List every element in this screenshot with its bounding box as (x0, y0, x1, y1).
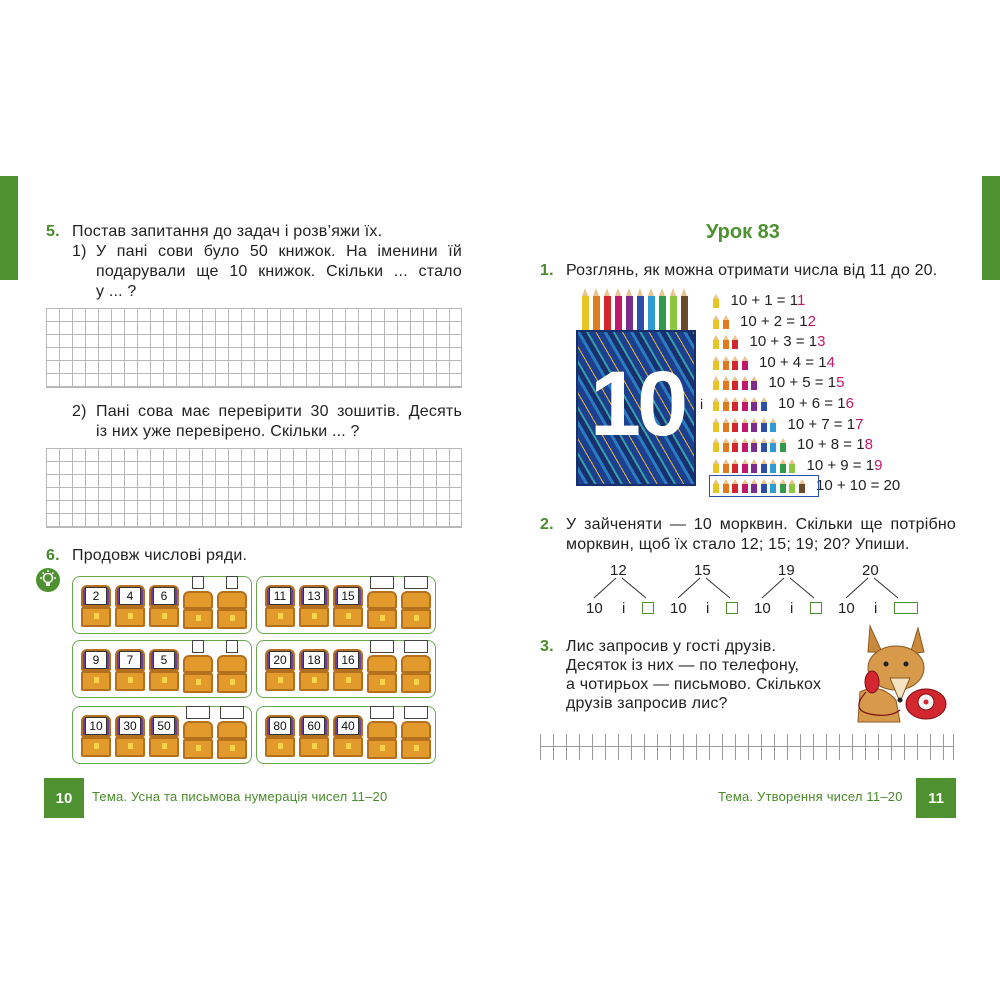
tree-left-number: 10 (586, 600, 603, 617)
open-chest (149, 585, 179, 629)
answer-box[interactable] (226, 576, 238, 589)
series-number-card: 15 (337, 587, 359, 605)
pencil-icon (659, 288, 666, 332)
task3-line1: Лис запросив у гості друзів. (566, 638, 777, 655)
pencil-icon (681, 288, 688, 332)
series-number-card: 30 (119, 717, 141, 735)
small-pencil-icon (780, 438, 786, 452)
task6-title: Продовж числові ряди. (72, 547, 248, 564)
task5-part2-line2: із них уже перевірено. Скільки ... ? (96, 423, 360, 440)
small-pencil-icon (751, 418, 757, 432)
equation (731, 292, 806, 309)
tree-top-number: 20 (862, 562, 879, 579)
tree-top-number: 19 (778, 562, 795, 579)
open-chest (299, 649, 329, 693)
task3-line2: Десяток із них — по телефону, (566, 657, 800, 674)
series-number-card: 16 (337, 651, 359, 669)
equation-result-digit: 9 (874, 456, 883, 474)
small-pencil-icon (761, 397, 767, 411)
equation-expression: 10 + 5 = 1 (768, 374, 837, 392)
series-number-card: 5 (153, 651, 175, 669)
task1-title: Розглянь, як можна отримати числа від 11 до 20. (566, 262, 938, 279)
small-pencil-icon (713, 438, 719, 452)
equation (740, 313, 816, 330)
task2-line2: морквин, щоб їх стало 12; 15; 19; 20? Упиши. (566, 536, 910, 553)
small-pencil-icon (723, 335, 729, 349)
answer-box[interactable] (404, 640, 428, 653)
pencil-box (576, 288, 696, 488)
small-pencil-icon (751, 459, 757, 473)
small-pencil-icon (732, 376, 738, 390)
small-pencil-icon (751, 376, 757, 390)
tree-connector: і (622, 600, 626, 617)
series-number-card: 50 (153, 717, 175, 735)
small-pencil-icon (761, 459, 767, 473)
equation (816, 477, 900, 494)
left-edge-tab (0, 176, 18, 280)
closed-chest (401, 649, 431, 693)
answer-box[interactable] (726, 602, 738, 614)
answer-box[interactable] (226, 640, 238, 653)
equation (807, 457, 883, 474)
series-number-card: 4 (119, 587, 141, 605)
open-chest (115, 715, 145, 759)
series-number-card: 60 (303, 717, 325, 735)
small-pencil-icon (742, 376, 748, 390)
pencil-icon (604, 288, 611, 332)
small-pencil-icon (723, 397, 729, 411)
small-pencil-icon (713, 376, 719, 390)
tree-left-number: 10 (838, 600, 855, 617)
small-pencil-icon (732, 356, 738, 370)
small-pencil-icon (751, 397, 757, 411)
small-pencil-icon (751, 438, 757, 452)
small-pencil-icon (723, 315, 729, 329)
small-pencil-icon (723, 438, 729, 452)
open-chest (333, 585, 363, 629)
small-pencil-icon (713, 335, 719, 349)
small-pencil-icon (732, 418, 738, 432)
number-series-row (256, 576, 436, 634)
open-chest (149, 649, 179, 693)
closed-chest (367, 649, 397, 693)
task5-part1-number: 1) (72, 243, 87, 260)
small-pencil-icon (770, 459, 776, 473)
number-series-row (72, 640, 252, 698)
number-series-row (256, 706, 436, 764)
number-series-row (72, 706, 252, 764)
tree-top-number: 15 (694, 562, 711, 579)
closed-chest (367, 585, 397, 629)
open-chest (265, 715, 295, 759)
equation-expression: 10 + 8 = 1 (797, 436, 865, 454)
right-page-number: 11 (916, 778, 956, 818)
small-pencil-icon (713, 356, 719, 370)
open-chest (115, 649, 145, 693)
fox-with-telephone-illustration (840, 622, 960, 726)
small-pencil-icon (742, 438, 748, 452)
pencil-box-body (576, 330, 696, 486)
lightbulb-icon (36, 568, 60, 592)
task5-part2-number: 2) (72, 403, 87, 420)
lesson-title: Урок 83 (706, 221, 780, 243)
equation-result-digit: 3 (817, 333, 826, 351)
pencil-icon (648, 288, 655, 332)
left-page-number: 10 (44, 778, 84, 818)
answer-box[interactable] (186, 706, 210, 719)
equation-result-digit: 7 (855, 415, 864, 433)
small-pencil-icon (713, 397, 719, 411)
open-chest (333, 715, 363, 759)
small-pencil-icon (761, 418, 767, 432)
answer-box[interactable] (404, 706, 428, 719)
task5-part2-line1: Пані сова має перевірити 30 зошитів. Десять (96, 403, 462, 420)
number-series-row (72, 576, 252, 634)
open-chest (81, 715, 111, 759)
closed-chest (183, 585, 213, 629)
pencil-icon (637, 288, 644, 332)
small-pencil-icon (742, 418, 748, 432)
open-chest (299, 715, 329, 759)
right-edge-tab (982, 176, 1000, 280)
series-number-card: 80 (269, 717, 291, 735)
answer-box[interactable] (894, 602, 918, 614)
pencil-icon (626, 288, 633, 332)
tree-branches (834, 576, 914, 600)
tree-connector: і (874, 600, 878, 617)
right-footer-topic: Тема. Утворення чисел 11–20 (718, 789, 903, 804)
open-chest (115, 585, 145, 629)
equation-result-digit: 4 (826, 353, 835, 371)
small-pencil-icon (732, 438, 738, 452)
series-number-card: 7 (119, 651, 141, 669)
equation-result-digit: 6 (845, 395, 854, 412)
series-number-card: 6 (153, 587, 175, 605)
equation-expression: 10 + 4 = 1 (759, 353, 827, 371)
highlight-frame (709, 475, 819, 497)
equation (778, 395, 854, 412)
small-pencil-icon (713, 315, 719, 329)
series-number-card: 18 (303, 651, 325, 669)
task2-line1: У зайченяти — 10 морквин. Скільки ще потрібно (566, 516, 956, 533)
answer-box[interactable] (220, 706, 244, 719)
task2-number: 2. (540, 516, 554, 533)
open-chest (333, 649, 363, 693)
small-pencil-icon (723, 356, 729, 370)
closed-chest (217, 585, 247, 629)
equation-expression: 10 + 10 = 20 (816, 477, 901, 495)
closed-chest (367, 715, 397, 759)
small-pencil-icon (770, 438, 776, 452)
closed-chest (401, 585, 431, 629)
answer-box[interactable] (192, 640, 204, 653)
answer-grid-3[interactable] (540, 734, 954, 760)
closed-chest (217, 649, 247, 693)
task5-part1-line2: подарували ще 10 книжок. Скільки ... стало (96, 263, 462, 280)
open-chest (81, 649, 111, 693)
series-number-card: 13 (303, 587, 325, 605)
task3-line4: друзів запросив лис? (566, 695, 728, 712)
small-pencil-icon (742, 356, 748, 370)
equation-result-digit: 2 (807, 312, 816, 330)
equation-expression: 10 + 6 = 1 (778, 395, 846, 412)
tree-connector: і (706, 600, 710, 617)
small-pencil-icon (732, 335, 738, 349)
tree-branches (666, 576, 746, 600)
small-pencil-icon (742, 397, 748, 411)
equation-expression: 10 + 9 = 1 (806, 456, 875, 474)
tree-branches (582, 576, 662, 600)
small-pencil-icon (723, 459, 729, 473)
tree-top-number: 12 (610, 562, 627, 579)
pencil-icon (670, 288, 677, 332)
small-pencil-icon (723, 418, 729, 432)
pencil-box-number: 10 (589, 353, 685, 455)
closed-chest (401, 715, 431, 759)
pencil-icon (593, 288, 600, 332)
small-pencil-icon (732, 459, 738, 473)
equation-expression: 10 + 7 = 1 (787, 415, 856, 433)
series-number-card: 10 (85, 717, 107, 735)
task5-part1-line1: У пані сови було 50 книжок. На іменини їй (96, 243, 462, 260)
closed-chest (183, 649, 213, 693)
series-number-card: 9 (85, 651, 107, 669)
answer-box[interactable] (370, 640, 394, 653)
task5-part1-line3: у ... ? (96, 283, 137, 300)
task5-number: 5. (46, 223, 60, 240)
small-pencil-icon (713, 459, 719, 473)
equation-result-digit: 1 (796, 292, 806, 309)
closed-chest (217, 715, 247, 759)
answer-box[interactable] (192, 576, 204, 589)
tree-left-number: 10 (754, 600, 771, 617)
small-pencil-icon (732, 397, 738, 411)
answer-box[interactable] (404, 576, 428, 589)
small-pencil-icon (723, 376, 729, 390)
open-chest (265, 585, 295, 629)
series-number-card: 11 (269, 587, 291, 605)
left-footer-topic: Тема. Усна та письмова нумерація чисел 11–20 (92, 789, 388, 804)
closed-chest (183, 715, 213, 759)
equation (797, 436, 873, 453)
open-chest (81, 585, 111, 629)
answer-box[interactable] (642, 602, 654, 614)
equation (769, 374, 845, 391)
tree-left-number: 10 (670, 600, 687, 617)
tree-branches (750, 576, 830, 600)
pencil-icon (615, 288, 622, 332)
equation-expression: 10 + 3 = 1 (749, 333, 818, 351)
answer-box[interactable] (370, 576, 394, 589)
answer-box[interactable] (370, 706, 394, 719)
task5-title: Постав запитання до задач і розв’яжи їх. (72, 223, 383, 240)
connector-and: і (700, 396, 704, 412)
small-pencil-icon (713, 294, 719, 308)
equation (759, 354, 835, 371)
small-pencil-icon (761, 438, 767, 452)
series-number-card: 40 (337, 717, 359, 735)
equation (788, 416, 864, 433)
equation-expression: 10 + 2 = 1 (740, 312, 808, 330)
series-number-card: 20 (269, 651, 291, 669)
equation-result-digit: 5 (836, 374, 845, 392)
open-chest (299, 585, 329, 629)
small-pencil-icon (780, 459, 786, 473)
equation-expression: 10 + 1 = 1 (730, 292, 797, 309)
answer-grid-2[interactable] (46, 448, 462, 528)
small-pencil-icon (742, 459, 748, 473)
small-pencil-icon (770, 418, 776, 432)
series-number-card: 2 (85, 587, 107, 605)
equation-result-digit: 8 (864, 436, 873, 454)
answer-grid-1[interactable] (46, 308, 462, 388)
task3-line3: а чотирьох — письмово. Скількох (566, 676, 822, 693)
equation (750, 333, 826, 350)
small-pencil-icon (789, 459, 795, 473)
number-series-row (256, 640, 436, 698)
small-pencil-icon (713, 418, 719, 432)
tree-connector: і (790, 600, 794, 617)
pencil-icon (582, 288, 589, 332)
task1-number: 1. (540, 262, 554, 279)
task6-number: 6. (46, 547, 60, 564)
task3-number: 3. (540, 638, 554, 655)
open-chest (149, 715, 179, 759)
answer-box[interactable] (810, 602, 822, 614)
open-chest (265, 649, 295, 693)
answer-grid-3-line (540, 746, 954, 747)
